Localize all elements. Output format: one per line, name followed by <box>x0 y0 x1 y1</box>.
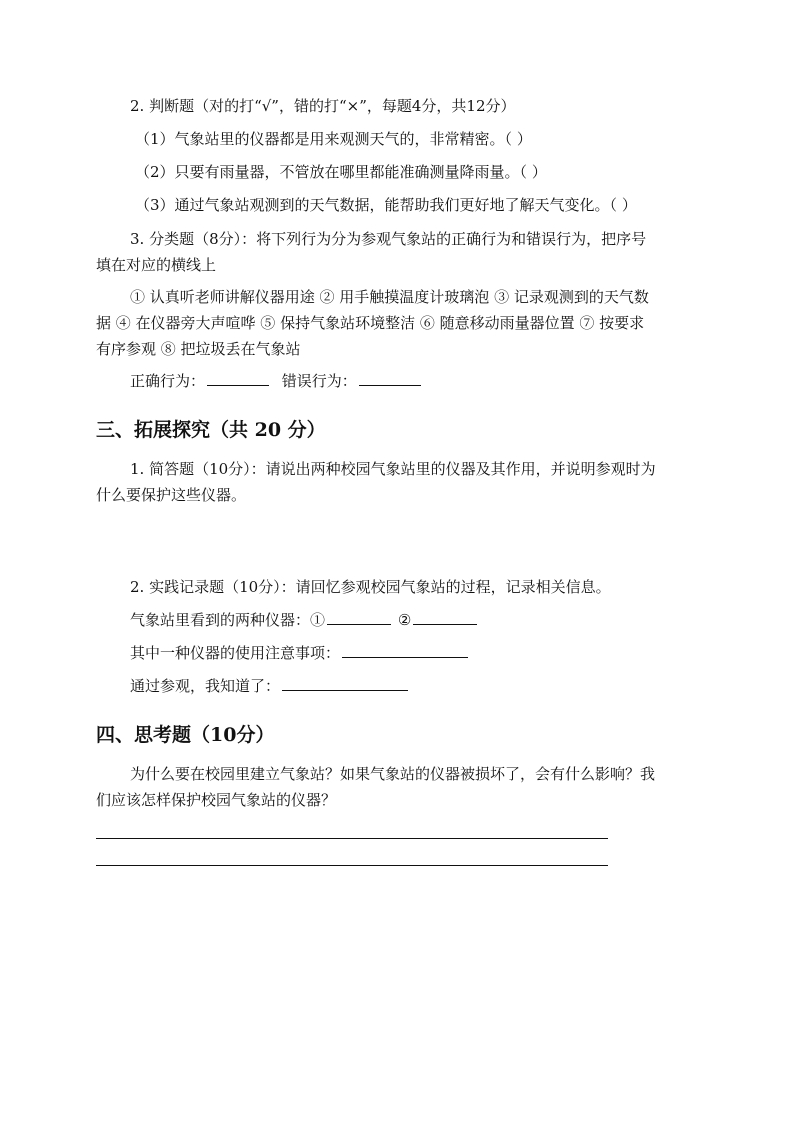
correct-behaviour-blank[interactable] <box>207 371 269 386</box>
sec3-q2-title: 2. 实践记录题（10分）：请回忆参观校园气象站的过程，记录相关信息。 <box>130 578 611 596</box>
q3-answer-row <box>130 371 421 391</box>
q3-options-line2: 据 ④ 在仪器旁大声喧哗 ⑤ 保持气象站环境整洁 ⑥ 随意移动雨量器位置 ⑦ 按要求 <box>96 314 645 332</box>
answer-line-2[interactable] <box>96 865 608 866</box>
q2-item-3: （3）通过气象站观测到的天气数据，能帮助我们更好地了解天气变化。（ ） <box>135 196 637 214</box>
notes-label: 其中一种仪器的使用注意事项： <box>130 644 341 662</box>
instrument-blank-1[interactable] <box>327 610 391 625</box>
q2-item-2: （2）只要有雨量器，不管放在哪里都能准确测量降雨量。（ ） <box>135 163 547 181</box>
notes-row <box>130 643 468 663</box>
q3-options-line3: 有序参观 ⑧ 把垃圾丢在气象站 <box>96 340 301 358</box>
section-4-heading: 四、思考题（10分） <box>96 724 275 746</box>
learned-blank[interactable] <box>282 676 408 691</box>
learned-row <box>130 676 408 696</box>
wrong-behaviour-label: 错误行为： <box>281 372 357 390</box>
sec3-q1-line1: 1. 简答题（10分）：请说出两种校园气象站里的仪器及其作用，并说明参观时为 <box>130 460 656 478</box>
q3-classify-title-line1: 3. 分类题（8分）：将下列行为分为参观气象站的正确行为和错误行为，把序号 <box>130 230 647 248</box>
instrument-mark-1: ① <box>310 611 326 629</box>
wrong-behaviour-blank[interactable] <box>359 371 421 386</box>
q2-judgement-title: 2. 判断题（对的打“√”，错的打“×”，每题4分，共12分） <box>130 97 516 115</box>
instrument-blank-2[interactable] <box>413 610 477 625</box>
q3-classify-title-line2: 填在对应的横线上 <box>96 256 217 274</box>
learned-label: 通过参观，我知道了： <box>130 677 281 695</box>
instruments-label: 气象站里看到的两种仪器： <box>130 611 311 629</box>
instruments-row <box>130 610 477 630</box>
sec3-q1-line2: 什么要保护这些仪器。 <box>96 486 247 504</box>
sec4-question-line2: 们应该怎样保护校园气象站的仪器？ <box>96 791 337 809</box>
instrument-mark-2: ② <box>397 611 412 629</box>
sec4-question-line1: 为什么要在校园里建立气象站？如果气象站的仪器被损坏了，会有什么影响？我 <box>130 765 656 783</box>
section-3-heading: 三、拓展探究（共 20 分） <box>96 419 326 441</box>
q3-options-line1: ① 认真听老师讲解仪器用途 ② 用手触摸温度计玻璃泡 ③ 记录观测到的天气数 <box>130 288 649 306</box>
correct-behaviour-label: 正确行为： <box>130 372 206 390</box>
q2-item-1: （1）气象站里的仪器都是用来观测天气的，非常精密。（ ） <box>135 130 532 148</box>
notes-blank[interactable] <box>342 643 468 658</box>
answer-line-1[interactable] <box>96 838 608 839</box>
